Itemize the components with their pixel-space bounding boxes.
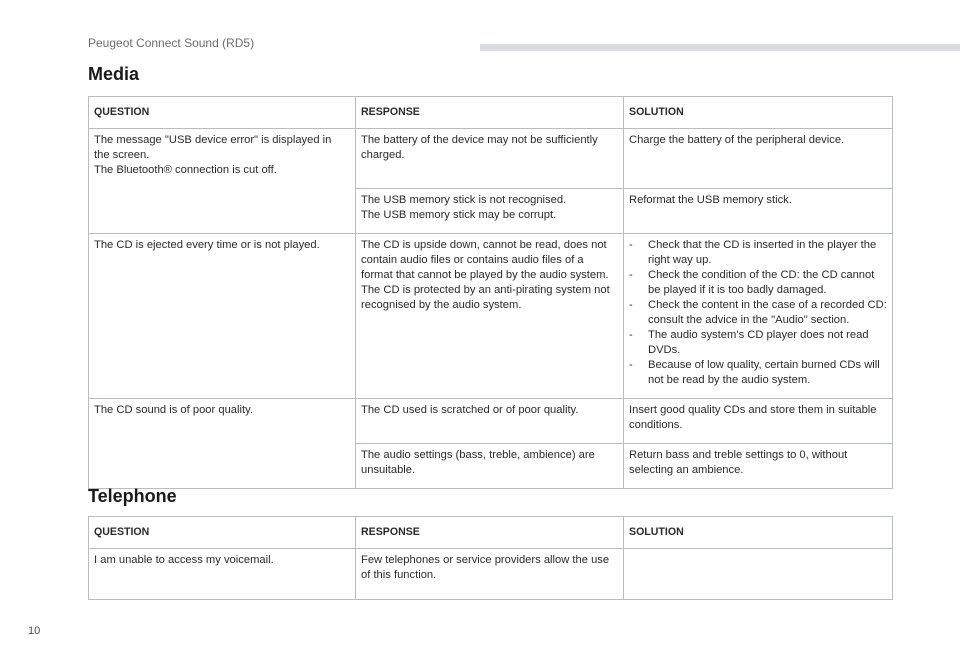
solution-text: Reformat the USB memory stick.: [629, 193, 792, 206]
question-text: I am unable to access my voicemail.: [94, 554, 274, 566]
response-text: The CD is protected by an anti-pirating system not recognised by the audio system.: [361, 283, 610, 311]
section-title-telephone: Telephone: [88, 486, 177, 506]
solution-cell: [624, 398, 893, 443]
response-text: The battery of the device may not be sufficiently charged.: [361, 134, 598, 161]
response-text: Few telephones or service providers allow the use of this function.: [361, 554, 610, 581]
solution-cell: [624, 188, 893, 233]
response-text: The CD is upside down, cannot be read, does not contain audio files or contains audio files of a format that cannot be played by the audio system.: [361, 238, 609, 281]
list-item: - The audio system’s CD player does not read DVDs.: [629, 328, 887, 358]
running-header: Peugeot Connect Sound (RD5): [88, 36, 255, 50]
solution-cell: [624, 129, 893, 189]
solution-cell: [624, 443, 893, 488]
column-header-solution: SOLUTION: [624, 517, 893, 549]
question-cell: [89, 549, 356, 600]
response-text: The USB memory stick is not recognised.: [361, 193, 567, 206]
question-text: The message "USB device error" is displayed in the screen.: [94, 134, 332, 161]
table-row: [89, 549, 893, 600]
response-cell: [356, 443, 624, 488]
column-header-question: QUESTION: [89, 97, 356, 129]
table-row: [89, 188, 893, 233]
response-text: The CD used is scratched or of poor quality.: [361, 403, 579, 416]
list-item: - Check the content in the case of a recorded CD: consult the advice in the "Audio" section.: [629, 298, 887, 328]
page-number: 10: [28, 625, 41, 637]
column-header-question: QUESTION: [89, 517, 356, 549]
question-text: The CD sound is of poor quality.: [94, 403, 253, 416]
table-header-row: [89, 97, 893, 129]
question-cell: [89, 398, 356, 443]
solution-text: Charge the battery of the peripheral device.: [629, 134, 845, 146]
response-cell: [356, 398, 624, 443]
solution-list: [629, 238, 887, 388]
table-header-row: [89, 517, 893, 549]
table-row: [89, 443, 893, 488]
table-row: [89, 398, 893, 443]
response-text: The audio settings (bass, treble, ambience) are unsuitable.: [361, 448, 595, 476]
question-text: The CD is ejected every time or is not played.: [94, 238, 320, 251]
column-header-response: RESPONSE: [356, 517, 624, 549]
question-text: The Bluetooth® connection is cut off.: [94, 164, 277, 176]
response-text: The USB memory stick may be corrupt.: [361, 208, 557, 221]
solution-text: Return bass and treble settings to 0, without selecting an ambience.: [629, 448, 848, 476]
list-item: - Check the condition of the CD: the CD cannot be played if it is too badly damaged.: [629, 268, 887, 298]
response-cell: [356, 549, 624, 600]
media-table: [88, 96, 893, 489]
response-cell: [356, 188, 624, 233]
column-header-solution: SOLUTION: [624, 97, 893, 129]
question-cell: [89, 129, 356, 189]
question-cell-continued: [89, 188, 356, 233]
question-cell-continued: [89, 443, 356, 488]
section-title-media: Media: [88, 64, 140, 84]
response-cell: [356, 129, 624, 189]
solution-text: Insert good quality CDs and store them in suitable conditions.: [629, 403, 877, 431]
table-row: [89, 233, 893, 398]
list-item: - Because of low quality, certain burned CDs will not be read by the audio system.: [629, 358, 887, 388]
solution-cell: [624, 549, 893, 600]
solution-cell: [624, 233, 893, 398]
header-rule: [480, 44, 960, 51]
question-cell: [89, 233, 356, 398]
telephone-table: [88, 516, 893, 600]
list-item: - Check that the CD is inserted in the player the right way up.: [629, 238, 887, 268]
column-header-response: RESPONSE: [356, 97, 624, 129]
response-cell: [356, 233, 624, 398]
table-row: [89, 129, 893, 189]
